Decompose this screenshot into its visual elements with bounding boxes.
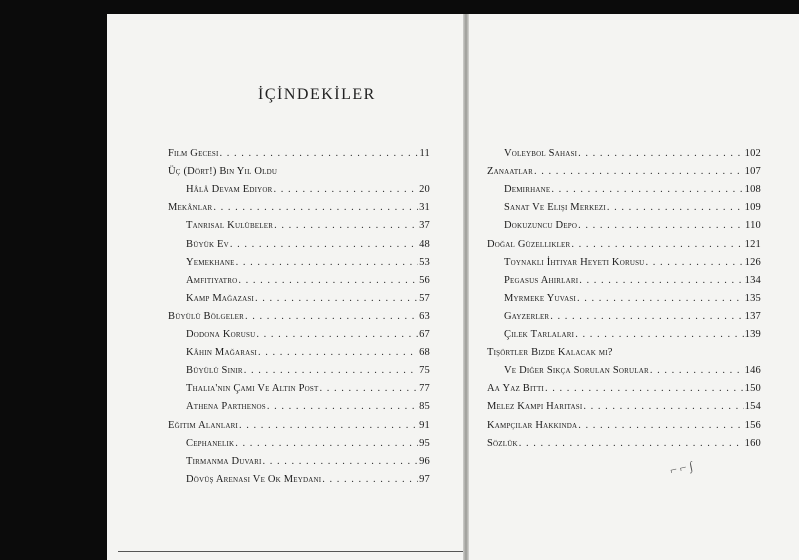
toc-leader-dots bbox=[319, 380, 418, 397]
toc-entry-page: 107 bbox=[744, 166, 761, 178]
toc-leader-dots bbox=[220, 145, 419, 162]
toc-entry bbox=[504, 272, 761, 289]
toc-entry-label: Film Gecesi bbox=[168, 148, 219, 159]
toc-entry-page: 154 bbox=[744, 401, 761, 413]
toc-entry-label: Yemekhane bbox=[186, 256, 235, 268]
toc-entry-page: 121 bbox=[744, 238, 761, 250]
toc-entry-page: 126 bbox=[744, 256, 761, 268]
toc-entry-page: 20 bbox=[419, 184, 430, 196]
page-edge-line bbox=[118, 551, 463, 552]
toc-entry-page: 63 bbox=[419, 310, 430, 322]
toc-entry-label: Üç (Dört!) Bin Yıl Oldu bbox=[168, 166, 278, 178]
toc-entry bbox=[186, 272, 430, 289]
toc-leader-dots bbox=[519, 435, 744, 452]
toc-entry-page: 91 bbox=[419, 419, 430, 431]
toc-entry-label: Mekânlar bbox=[168, 202, 213, 214]
toc-entry-page: 96 bbox=[419, 455, 430, 467]
toc-entry-page: 68 bbox=[419, 347, 430, 359]
toc-entry-label: Büyülü Bölgeler bbox=[168, 310, 245, 322]
toc-entry bbox=[504, 217, 761, 234]
toc-entry-label: Hâlâ Devam Ediyor bbox=[186, 184, 273, 196]
toc-entry bbox=[504, 290, 761, 307]
toc-entry bbox=[186, 344, 430, 361]
toc-entry bbox=[168, 145, 430, 162]
toc-leader-dots bbox=[274, 181, 419, 198]
toc-leader-dots bbox=[238, 272, 418, 289]
toc-entry bbox=[186, 254, 430, 271]
toc-entry bbox=[186, 398, 430, 415]
toc-entry-page: 108 bbox=[744, 184, 761, 196]
toc-entry bbox=[168, 199, 430, 216]
toc-entry bbox=[186, 471, 430, 488]
toc-entry bbox=[504, 181, 761, 198]
toc-entry-label: Dövüş Arenası Ve Ok Meydanı bbox=[186, 473, 322, 485]
toc-entry bbox=[186, 435, 430, 452]
toc-entry bbox=[168, 163, 430, 180]
toc-leader-dots bbox=[274, 217, 418, 234]
toc-entry-label: Çilek Tarlaları bbox=[504, 329, 575, 340]
toc-entry-page: 53 bbox=[419, 256, 430, 268]
toc-entry-label: Toynaklı İhtiyar Heyeti Korusu bbox=[504, 256, 645, 268]
toc-entry-page: 75 bbox=[419, 365, 430, 377]
toc-entry bbox=[504, 199, 761, 216]
toc-entry-label: Dokuzuncu Depo bbox=[504, 220, 578, 232]
toc-entry-page: 97 bbox=[419, 473, 430, 485]
toc-leader-dots bbox=[577, 290, 744, 307]
toc-entry-label: Büyülü Sınır bbox=[186, 365, 243, 377]
toc-entry bbox=[186, 236, 430, 253]
toc-entry-page: 139 bbox=[744, 329, 761, 340]
toc-entry-page: 85 bbox=[419, 401, 430, 413]
toc-entry-label: Kampçılar Hakkında bbox=[487, 419, 578, 431]
toc-entry bbox=[168, 308, 430, 325]
toc-entry-label: Amfitiyatro bbox=[186, 274, 238, 286]
toc-entry-page: 102 bbox=[744, 148, 761, 159]
toc-entry-page: 160 bbox=[744, 437, 761, 449]
toc-leader-dots bbox=[578, 217, 744, 234]
toc-entry bbox=[186, 217, 430, 234]
toc-entry-page: 67 bbox=[419, 329, 430, 340]
toc-leader-dots bbox=[213, 199, 418, 216]
toc-entry-label: Myrmeke Yuvası bbox=[504, 292, 576, 304]
toc-entry-label: Melez Kampı Haritası bbox=[487, 401, 583, 413]
toc-entry bbox=[487, 344, 761, 361]
toc-leader-dots bbox=[256, 326, 418, 343]
toc-entry bbox=[186, 181, 430, 198]
toc-entry bbox=[504, 326, 761, 343]
toc-leader-dots bbox=[244, 362, 418, 379]
toc-entry bbox=[487, 435, 761, 452]
toc-entry-page: 146 bbox=[744, 365, 761, 377]
toc-entry-page: 57 bbox=[419, 292, 430, 304]
toc-entry-page: 37 bbox=[419, 220, 430, 232]
toc-leader-dots bbox=[235, 435, 418, 452]
toc-entry-label: Pegasus Ahırları bbox=[504, 274, 579, 286]
toc-leader-dots bbox=[236, 254, 418, 271]
toc-entry bbox=[487, 398, 761, 415]
toc-leader-dots bbox=[571, 236, 743, 253]
toc-entry-label: Aa Yaz Bitti bbox=[487, 383, 545, 395]
toc-leader-dots bbox=[575, 326, 743, 343]
toc-entry-label: Büyük Ev bbox=[186, 238, 229, 250]
toc-leader-dots bbox=[322, 471, 418, 488]
toc-entry bbox=[504, 254, 761, 271]
toc-entry-label: Demirhane bbox=[504, 184, 551, 196]
book-gutter bbox=[463, 14, 469, 560]
toc-entry-page: 150 bbox=[744, 383, 761, 395]
toc-entry bbox=[504, 362, 761, 379]
toc-leader-dots bbox=[545, 380, 744, 397]
toc-entry bbox=[487, 380, 761, 397]
toc-entry-page: 56 bbox=[419, 274, 430, 286]
toc-entry-label: Eğitim Alanları bbox=[168, 419, 238, 431]
toc-entry-page: 11 bbox=[419, 148, 430, 159]
toc-entry-page: 109 bbox=[744, 202, 761, 214]
toc-entry-page: 31 bbox=[419, 202, 430, 214]
toc-entry-label: Sözlük bbox=[487, 437, 518, 449]
toc-entry-label: Dodona Korusu bbox=[186, 329, 256, 340]
toc-entry-label: Voleybol Sahası bbox=[504, 148, 578, 159]
toc-entry bbox=[186, 290, 430, 307]
toc-leader-dots bbox=[551, 181, 743, 198]
toc-entry bbox=[487, 163, 761, 180]
toc-leader-dots bbox=[263, 453, 419, 470]
toc-leader-dots bbox=[650, 362, 744, 379]
toc-entry-label: Athena Parthenos bbox=[186, 401, 266, 413]
toc-entry-label: Thalia'nın Çamı Ve Altın Post bbox=[186, 383, 319, 395]
toc-entry-label: Kâhin Mağarası bbox=[186, 347, 257, 359]
toc-title: İÇİNDEKİLER bbox=[258, 86, 376, 103]
toc-entry bbox=[186, 453, 430, 470]
toc-entry-label: Tanrısal Kulübeler bbox=[186, 220, 274, 232]
toc-entry-page: 134 bbox=[744, 274, 761, 286]
toc-entry-label: Kamp Mağazası bbox=[186, 292, 255, 304]
toc-leader-dots bbox=[239, 417, 418, 434]
toc-leader-dots bbox=[645, 254, 743, 271]
toc-entry-label: Sanat Ve Elişi Merkezi bbox=[504, 202, 606, 214]
toc-leader-dots bbox=[255, 290, 418, 307]
toc-entry-label: Cephanelik bbox=[186, 437, 235, 449]
toc-leader-dots bbox=[583, 398, 743, 415]
toc-entry bbox=[487, 236, 761, 253]
toc-leader-dots bbox=[550, 308, 743, 325]
toc-entry-label: Zanaatlar bbox=[487, 166, 533, 178]
toc-entry-page: 156 bbox=[744, 419, 761, 431]
toc-leader-dots bbox=[579, 272, 743, 289]
toc-entry bbox=[186, 380, 430, 397]
toc-entry-page: 77 bbox=[419, 383, 430, 395]
toc-entry-label: Tişörtler Bizde Kalacak mı? bbox=[487, 347, 613, 359]
toc-leader-dots bbox=[578, 417, 743, 434]
toc-leader-dots bbox=[534, 163, 744, 180]
toc-entry bbox=[186, 362, 430, 379]
toc-leader-dots bbox=[607, 199, 744, 216]
toc-entry bbox=[186, 326, 430, 343]
toc-entry-page: 95 bbox=[419, 437, 430, 449]
toc-entry bbox=[504, 308, 761, 325]
toc-leader-dots bbox=[578, 145, 744, 162]
toc-leader-dots bbox=[267, 398, 418, 415]
toc-entry-label: Doğal Güzellikler bbox=[487, 238, 571, 250]
toc-leader-dots bbox=[258, 344, 418, 361]
toc-entry bbox=[168, 417, 430, 434]
toc-entry-page: 48 bbox=[419, 238, 430, 250]
toc-entry-label: Tırmanma Duvarı bbox=[186, 455, 262, 467]
pencil-mark: ⌐ ⌐ ∫ bbox=[668, 458, 694, 478]
toc-entry-page: 135 bbox=[744, 292, 761, 304]
toc-leader-dots bbox=[230, 236, 418, 253]
toc-entry-page: 110 bbox=[745, 220, 761, 232]
toc-entry-page: 137 bbox=[744, 310, 761, 322]
toc-entry bbox=[504, 145, 761, 162]
toc-entry-label: Ve Diğer Sıkça Sorulan Sorular bbox=[504, 365, 649, 377]
toc-leader-dots bbox=[245, 308, 418, 325]
toc-entry bbox=[487, 417, 761, 434]
toc-entry-label: Gayzerler bbox=[504, 310, 550, 322]
